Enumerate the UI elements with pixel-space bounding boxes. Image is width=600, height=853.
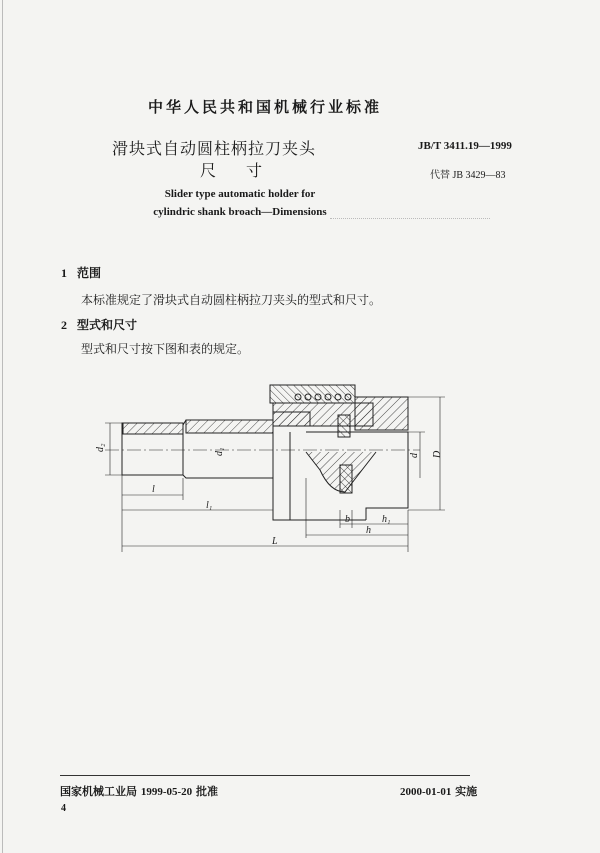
label-L: L [272, 536, 278, 547]
label-d1: d₁ [214, 447, 225, 456]
page-number: 4 [61, 803, 66, 814]
label-l1: l₁ [206, 500, 213, 511]
label-h: h [366, 525, 371, 536]
title-cn-line2: 尺寸 [200, 161, 293, 180]
section-1-body: 本标准规定了滑块式自动圆柱柄拉刀夹头的型式和尺寸。 [81, 293, 382, 307]
issuer: 国家机械工业局 [60, 785, 137, 798]
footer-approval [60, 783, 218, 799]
effective-label: 实施 [455, 785, 478, 798]
section-number: 1 [61, 266, 67, 280]
footer-effective [400, 783, 477, 799]
effective-date: 2000-01-01 [400, 786, 452, 798]
section-2-body: 型式和尺寸按下图和表的规定。 [81, 342, 250, 356]
label-b: b [345, 514, 350, 525]
label-D: D [432, 450, 443, 458]
title-en-line2: cylindric shank broach—Dimensions [153, 206, 327, 218]
organization-text: 中华人民共和国机械行业标准 [147, 98, 382, 116]
label-d2: d₂ [95, 443, 106, 452]
footer-rule [60, 775, 470, 776]
section-number: 2 [61, 318, 67, 332]
section-title: 范围 [77, 266, 102, 280]
approval-date: 1999-05-20 [140, 786, 193, 798]
standard-number: JB/T 3411.19—1999 [418, 140, 512, 152]
title-en-line1: Slider type automatic holder for [164, 188, 316, 200]
title-cn-line1: 滑块式自动圆柱柄拉刀夹头 [112, 139, 317, 158]
approval-label: 批准 [196, 785, 219, 798]
section-title: 型式和尺寸 [77, 318, 138, 332]
replaces-standard: 代替 JB 3429—83 [430, 170, 506, 181]
label-d: d [409, 453, 420, 458]
label-h1: h₁ [382, 514, 391, 525]
label-l: l [152, 484, 155, 495]
